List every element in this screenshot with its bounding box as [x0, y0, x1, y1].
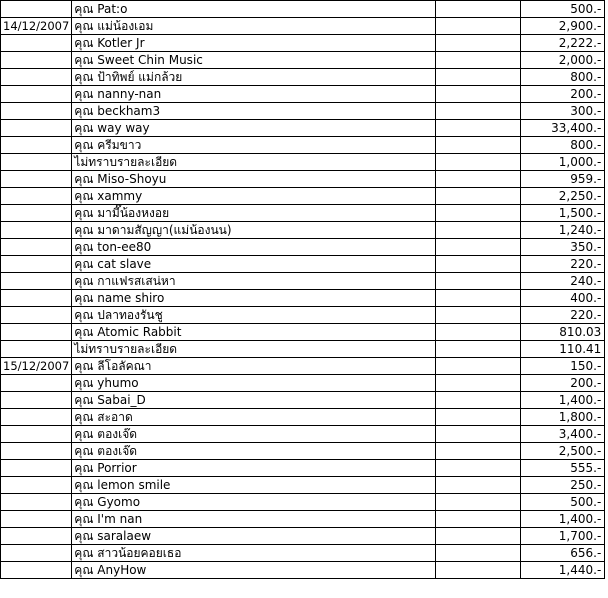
empty-cell — [436, 341, 521, 358]
table-row — [1, 494, 605, 511]
empty-cell — [436, 18, 521, 35]
table-row — [1, 358, 605, 375]
date-cell — [1, 171, 72, 188]
date-cell — [1, 324, 72, 341]
amount-cell: 1,400.- — [521, 511, 605, 528]
date-cell — [1, 562, 72, 579]
empty-cell — [436, 137, 521, 154]
donor-name-cell: คุณ beckham3 — [72, 103, 436, 120]
empty-cell — [436, 528, 521, 545]
table-row — [1, 103, 605, 120]
donor-name-cell: คุณ yhumo — [72, 375, 436, 392]
table-row — [1, 137, 605, 154]
amount-cell: 1,500.- — [521, 205, 605, 222]
date-cell — [1, 460, 72, 477]
date-cell — [1, 290, 72, 307]
amount-cell: 200.- — [521, 86, 605, 103]
date-cell — [1, 443, 72, 460]
amount-cell: 2,500.- — [521, 443, 605, 460]
donor-name-cell: คุณ ตองเจ๊ด — [72, 443, 436, 460]
donor-name-cell: ไม่ทราบรายละเอียด — [72, 154, 436, 171]
date-cell — [1, 375, 72, 392]
empty-cell — [436, 154, 521, 171]
empty-cell — [436, 426, 521, 443]
donor-name-cell: คุณ Porrior — [72, 460, 436, 477]
empty-cell — [436, 562, 521, 579]
empty-cell — [436, 222, 521, 239]
amount-cell: 800.- — [521, 137, 605, 154]
table-row — [1, 290, 605, 307]
amount-cell: 220.- — [521, 256, 605, 273]
donor-name-cell: คุณ มามี๊น้องหงอย — [72, 205, 436, 222]
table-row — [1, 460, 605, 477]
donor-name-cell: คุณ lemon smile — [72, 477, 436, 494]
empty-cell — [436, 307, 521, 324]
date-cell — [1, 1, 72, 18]
empty-cell — [436, 392, 521, 409]
amount-cell: 500.- — [521, 494, 605, 511]
amount-cell: 33,400.- — [521, 120, 605, 137]
date-cell — [1, 494, 72, 511]
amount-cell: 2,222.- — [521, 35, 605, 52]
table-row — [1, 205, 605, 222]
donor-name-cell: คุณ saralaew — [72, 528, 436, 545]
table-row — [1, 239, 605, 256]
date-cell — [1, 409, 72, 426]
table-row — [1, 222, 605, 239]
date-cell — [1, 154, 72, 171]
donor-name-cell: คุณ AnyHow — [72, 562, 436, 579]
table-row — [1, 273, 605, 290]
donor-name-cell: คุณ ลีโอลัคณา — [72, 358, 436, 375]
table-row — [1, 69, 605, 86]
date-cell — [1, 120, 72, 137]
donor-name-cell: คุณ way way — [72, 120, 436, 137]
table-row — [1, 1, 605, 18]
donor-name-cell: คุณ สะอาด — [72, 409, 436, 426]
amount-cell: 220.- — [521, 307, 605, 324]
donor-name-cell: คุณ Miso-Shoyu — [72, 171, 436, 188]
table-row — [1, 426, 605, 443]
date-cell: 15/12/2007 — [1, 358, 72, 375]
table-row — [1, 545, 605, 562]
empty-cell — [436, 409, 521, 426]
table-row — [1, 188, 605, 205]
table-row — [1, 171, 605, 188]
empty-cell — [436, 103, 521, 120]
date-cell — [1, 273, 72, 290]
table-row — [1, 35, 605, 52]
table-row — [1, 120, 605, 137]
date-cell — [1, 239, 72, 256]
empty-cell — [436, 52, 521, 69]
date-cell — [1, 205, 72, 222]
amount-cell: 1,240.- — [521, 222, 605, 239]
empty-cell — [436, 290, 521, 307]
amount-cell: 800.- — [521, 69, 605, 86]
table-row — [1, 324, 605, 341]
donor-name-cell: คุณ Sweet Chin Music — [72, 52, 436, 69]
amount-cell: 2,250.- — [521, 188, 605, 205]
amount-cell: 240.- — [521, 273, 605, 290]
empty-cell — [436, 188, 521, 205]
date-cell — [1, 511, 72, 528]
empty-cell — [436, 256, 521, 273]
empty-cell — [436, 460, 521, 477]
empty-cell — [436, 358, 521, 375]
empty-cell — [436, 86, 521, 103]
amount-cell: 1,700.- — [521, 528, 605, 545]
date-cell — [1, 52, 72, 69]
amount-cell: 1,800.- — [521, 409, 605, 426]
amount-cell: 300.- — [521, 103, 605, 120]
donor-name-cell: คุณ แม่น้องเอม — [72, 18, 436, 35]
empty-cell — [436, 375, 521, 392]
donor-name-cell: ไม่ทราบรายละเอียด — [72, 341, 436, 358]
empty-cell — [436, 69, 521, 86]
table-row — [1, 154, 605, 171]
amount-cell: 500.- — [521, 1, 605, 18]
donor-name-cell: คุณ Gyomo — [72, 494, 436, 511]
amount-cell: 350.- — [521, 239, 605, 256]
date-cell — [1, 528, 72, 545]
date-cell — [1, 103, 72, 120]
empty-cell — [436, 477, 521, 494]
amount-cell: 1,400.- — [521, 392, 605, 409]
amount-cell: 1,000.- — [521, 154, 605, 171]
date-cell — [1, 477, 72, 494]
donor-name-cell: คุณ สาวน้อยคอยเธอ — [72, 545, 436, 562]
date-cell — [1, 69, 72, 86]
donor-name-cell: คุณ nanny-nan — [72, 86, 436, 103]
empty-cell — [436, 494, 521, 511]
amount-cell: 2,900.- — [521, 18, 605, 35]
donor-name-cell: คุณ I'm nan — [72, 511, 436, 528]
donation-rows — [1, 1, 605, 579]
donor-name-cell: คุณ Atomic Rabbit — [72, 324, 436, 341]
table-row — [1, 562, 605, 579]
amount-cell: 810.03 — [521, 324, 605, 341]
table-row — [1, 18, 605, 35]
date-cell — [1, 35, 72, 52]
donor-name-cell: คุณ ครีมขาว — [72, 137, 436, 154]
table-row — [1, 375, 605, 392]
amount-cell: 200.- — [521, 375, 605, 392]
date-cell — [1, 86, 72, 103]
amount-cell: 3,400.- — [521, 426, 605, 443]
table-row — [1, 511, 605, 528]
empty-cell — [436, 545, 521, 562]
amount-cell: 1,440.- — [521, 562, 605, 579]
date-cell — [1, 545, 72, 562]
date-cell: 14/12/2007 — [1, 18, 72, 35]
date-cell — [1, 256, 72, 273]
donor-name-cell: คุณ ตองเจ๊ด — [72, 426, 436, 443]
donor-name-cell: คุณ ป้าทิพย์ แม่กล้วย — [72, 69, 436, 86]
donor-name-cell: คุณ กาแฟรสเสน่หา — [72, 273, 436, 290]
donor-name-cell: คุณ Sabai_D — [72, 392, 436, 409]
table-row — [1, 443, 605, 460]
amount-cell: 150.- — [521, 358, 605, 375]
date-cell — [1, 426, 72, 443]
date-cell — [1, 222, 72, 239]
amount-cell: 555.- — [521, 460, 605, 477]
date-cell — [1, 307, 72, 324]
table-row — [1, 392, 605, 409]
empty-cell — [436, 239, 521, 256]
donor-name-cell: คุณ xammy — [72, 188, 436, 205]
donor-name-cell: คุณ name shiro — [72, 290, 436, 307]
date-cell — [1, 341, 72, 358]
donor-name-cell: คุณ มาดามสัญญา(แม่น้องนน) — [72, 222, 436, 239]
donor-name-cell: คุณ Pat:o — [72, 1, 436, 18]
amount-cell: 400.- — [521, 290, 605, 307]
table-row — [1, 52, 605, 69]
amount-cell: 250.- — [521, 477, 605, 494]
table-row — [1, 341, 605, 358]
empty-cell — [436, 205, 521, 222]
donor-name-cell: คุณ cat slave — [72, 256, 436, 273]
empty-cell — [436, 511, 521, 528]
donor-name-cell: คุณ ปลาทองรันชู — [72, 307, 436, 324]
date-cell — [1, 137, 72, 154]
amount-cell: 110.41 — [521, 341, 605, 358]
empty-cell — [436, 35, 521, 52]
amount-cell: 2,000.- — [521, 52, 605, 69]
table-row — [1, 307, 605, 324]
empty-cell — [436, 120, 521, 137]
donor-name-cell: คุณ ton-ee80 — [72, 239, 436, 256]
table-row — [1, 528, 605, 545]
donor-name-cell: คุณ Kotler Jr — [72, 35, 436, 52]
date-cell — [1, 188, 72, 205]
amount-cell: 959.- — [521, 171, 605, 188]
empty-cell — [436, 171, 521, 188]
empty-cell — [436, 443, 521, 460]
table-row — [1, 477, 605, 494]
amount-cell: 656.- — [521, 545, 605, 562]
table-row — [1, 86, 605, 103]
date-cell — [1, 392, 72, 409]
empty-cell — [436, 324, 521, 341]
table-row — [1, 256, 605, 273]
empty-cell — [436, 273, 521, 290]
empty-cell — [436, 1, 521, 18]
table-row — [1, 409, 605, 426]
